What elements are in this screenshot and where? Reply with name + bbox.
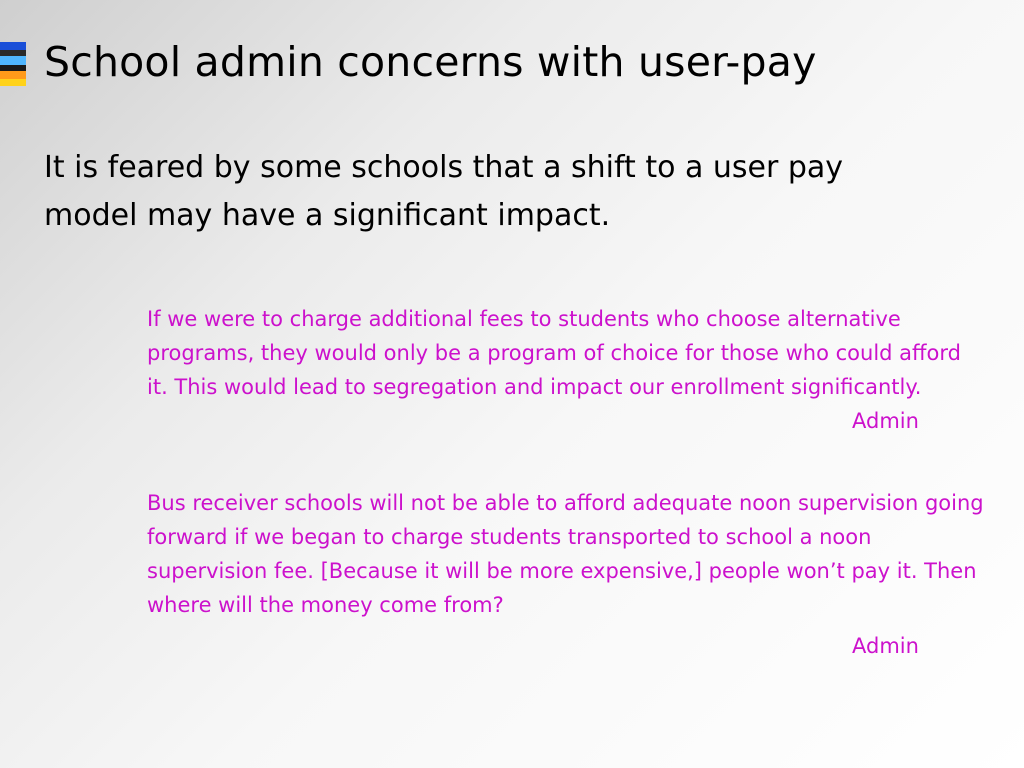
slide-title: School admin concerns with user-pay [44,38,817,86]
quote-1-text: If we were to charge additional fees to students who choose alternative programs, they would only be a program of choice for those who could afford it. This would lead to segregation and impact our enrollment significantly. [147,307,961,399]
accent-bar [0,42,26,50]
lead-paragraph: It is feared by some schools that a shift to a user pay model may have a significant impact. [44,150,844,233]
quote-2-text: Bus receiver schools will not be able to afford adequate noon supervision going forward if we began to charge students transported to school a noon supervision fee. [Because it will be more expensive,] people won’t pay it. Then where will the money come from? [147,491,984,617]
quote-1-attribution: Admin [852,409,919,433]
accent-bar [0,56,26,65]
accent-bar [0,71,26,79]
accent-bar [0,79,26,86]
quote-2-attribution: Admin [852,634,919,658]
accent-bars-icon [0,42,26,86]
